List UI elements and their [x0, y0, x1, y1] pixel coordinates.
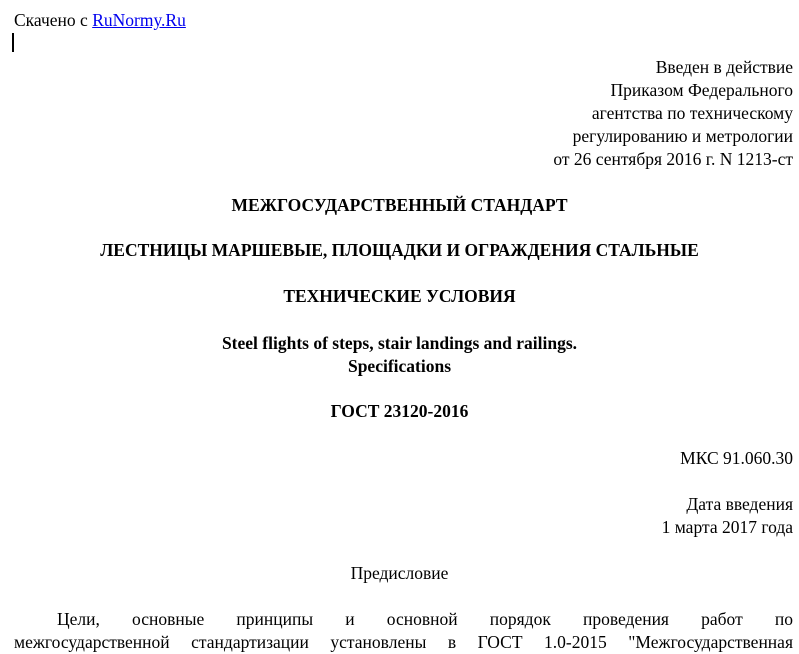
enactment-line: Введен в действие [655, 57, 793, 77]
foreword-heading: Предисловие [350, 563, 449, 583]
enactment-line: агентства по техническому [591, 103, 793, 123]
text-cursor [12, 33, 14, 52]
english-title-line1: Steel flights of steps, stair landings and railings. [221, 333, 578, 353]
foreword-paragraph-line1: Цели, основные принципы и основной порядок проведения работ по [57, 609, 793, 629]
standard-title: ЛЕСТНИЦЫ МАРШЕВЫЕ, ПЛОЩАДКИ И ОГРАЖДЕНИЯ СТАЛЬНЫЕ [100, 240, 699, 260]
standard-number: ГОСТ 23120-2016 [330, 401, 469, 421]
source-line [14, 9, 186, 32]
enactment-line: Приказом Федерального [610, 80, 793, 100]
enactment-line: от 26 сентября 2016 г. N 1213-ст [553, 149, 793, 169]
introduction-date-label: Дата введения [686, 494, 793, 514]
source-link[interactable]: RuNormy.Ru [92, 10, 186, 30]
mks-code: МКС 91.060.30 [680, 448, 793, 468]
standard-type: МЕЖГОСУДАРСТВЕННЫЙ СТАНДАРТ [231, 195, 568, 215]
standard-subtitle: ТЕХНИЧЕСКИЕ УСЛОВИЯ [283, 286, 516, 306]
enactment-line: регулированию и метрологии [572, 126, 793, 146]
introduction-date-block [662, 493, 793, 539]
enactment-block [553, 56, 793, 171]
source-prefix: Скачено с [14, 10, 93, 30]
english-title-line2: Specifications [347, 356, 452, 376]
introduction-date-value: 1 марта 2017 года [661, 517, 793, 537]
foreword-paragraph-line2: межгосударственной стандартизации установлены в ГОСТ 1.0-2015 "Межгосударственная [14, 632, 793, 652]
